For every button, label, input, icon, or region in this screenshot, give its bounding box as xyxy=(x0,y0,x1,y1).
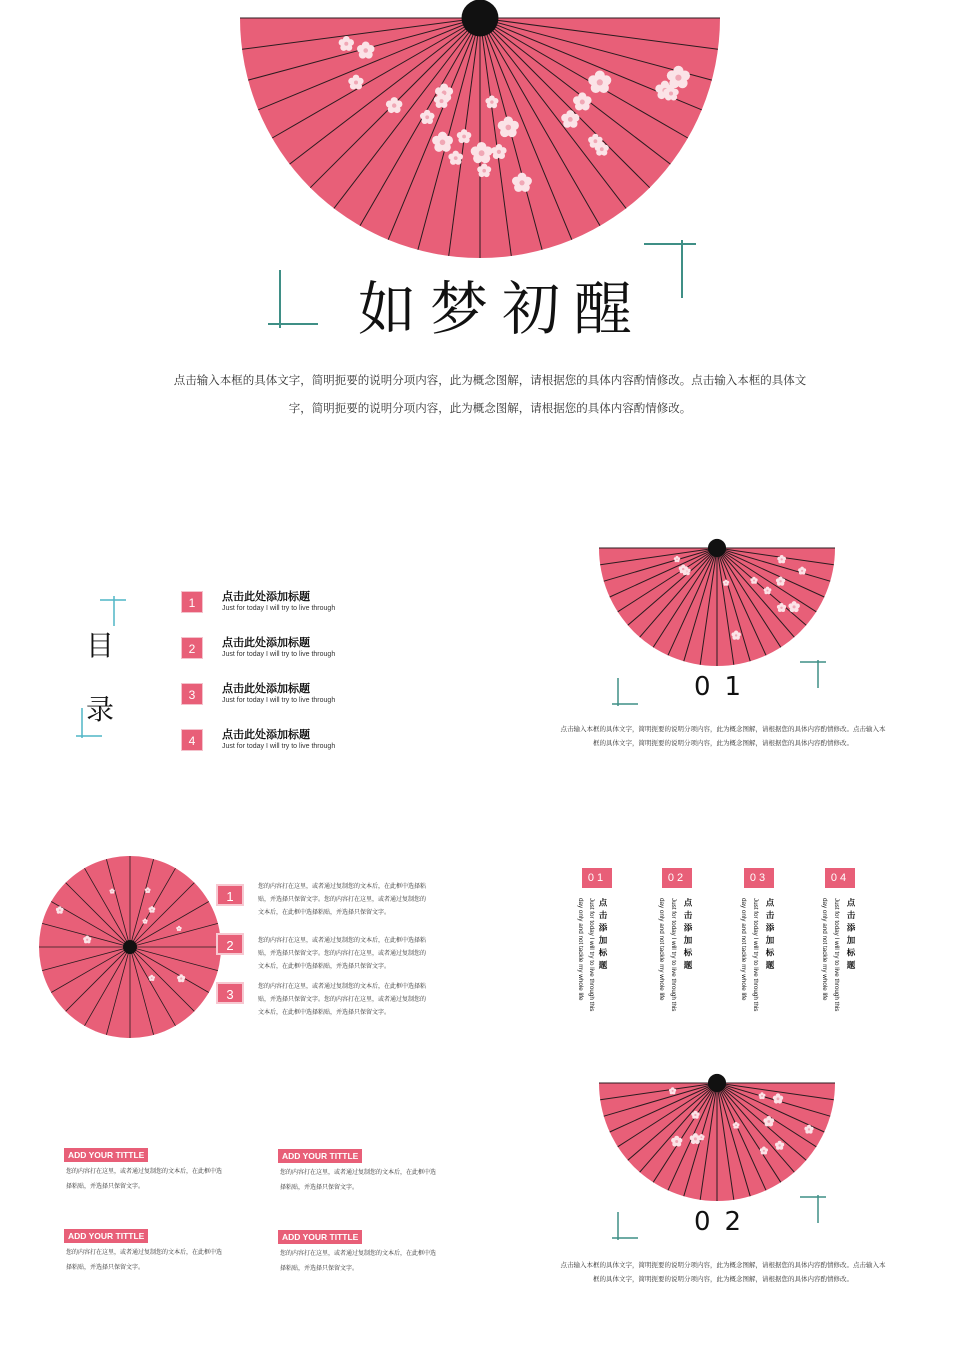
column-subtitle: day only and not tackle my whole life xyxy=(658,898,665,1001)
blossom-petal xyxy=(760,1148,764,1152)
section-number: 02 xyxy=(694,1207,756,1237)
tag-text: 您的内容打在这里，或者通过复制您的文本后，在此框中选择粘贴，并选择只保留文字。 xyxy=(280,1169,437,1191)
column-number-tag: 01 xyxy=(582,868,612,888)
cover-description: 点击输入本框的具体文字，简明扼要的说明分项内容，此为概念图解，请根据您的具体内容酌情修改。点击输入本框的具体文字，简明扼要的说明分项内容，此为概念图解，请根据您的具体内容酌情修改。 xyxy=(173,373,807,415)
column-number-tag: 04 xyxy=(825,868,855,888)
section-description: 点击输入本框的具体文字，简明扼要的说明分项内容，此为概念图解，请根据您的具体内容酌情修改。点击输入本框的具体文字，简明扼要的说明分项内容，此为概念图解，请根据您的具体内容酌情修改。 xyxy=(560,725,886,747)
list-number: 2 xyxy=(216,933,244,955)
blossom-center xyxy=(694,1137,697,1140)
blossom-petal xyxy=(759,1094,762,1097)
toc-item-title[interactable]: 点击此处添加标题 xyxy=(222,682,310,695)
list-number: 3 xyxy=(216,982,244,1004)
column-title[interactable]: 点击添加标题 xyxy=(845,898,855,973)
column-subtitle: Just for today I will try to live through this xyxy=(833,898,840,1012)
section-number: 01 xyxy=(694,672,756,702)
toc-heading: 录 xyxy=(86,693,115,726)
toc-number: 3 xyxy=(181,683,203,705)
toc-number: 1 xyxy=(181,591,203,613)
column-title[interactable]: 点击添加标题 xyxy=(764,898,774,973)
blossom-center xyxy=(735,1125,737,1127)
blossom-petal xyxy=(669,1089,672,1092)
blossom-center xyxy=(694,1114,696,1116)
tag-title[interactable]: ADD YOUR TITTLE xyxy=(278,1230,362,1244)
tag-title[interactable]: ADD YOUR TITTLE xyxy=(64,1148,148,1162)
toc-item-subtitle: Just for today I will try to live through xyxy=(222,697,336,704)
column-title[interactable]: 点击添加标题 xyxy=(597,898,607,973)
corner-bracket-icon xyxy=(610,1210,640,1242)
column-subtitle: day only and not tackle my whole life xyxy=(577,898,584,1001)
column-number-tag: 03 xyxy=(744,868,774,888)
toc-item-subtitle: Just for today I will try to live through xyxy=(222,743,336,750)
column-title[interactable]: 点击添加标题 xyxy=(682,898,692,973)
toc-item-title[interactable]: 点击此处添加标题 xyxy=(222,728,310,741)
column-subtitle: day only and not tackle my whole life xyxy=(821,898,828,1001)
list-item-text: 您的内容打在这里，或者通过复制您的文本后，在此框中选择粘贴，并选择只保留文字。您的内容打在这里，或者通过复制您的文本后，在此框中选择粘贴，并选择只保留文字。 xyxy=(258,937,427,970)
blossom-center xyxy=(767,1120,770,1123)
cover-title: 如梦初醒 xyxy=(358,275,647,343)
list-item-text: 您的内容打在这里，或者通过复制您的文本后，在此框中选择粘贴，并选择只保留文字。您的内容打在这里，或者通过复制您的文本后，在此框中选择粘贴，并选择只保留文字。 xyxy=(258,983,427,1016)
section-description: 点击输入本框的具体文字，简明扼要的说明分项内容，此为概念图解，请根据您的具体内容酌情修改。点击输入本框的具体文字，简明扼要的说明分项内容，此为概念图解，请根据您的具体内容酌情修改。 xyxy=(560,1261,886,1283)
tag-title[interactable]: ADD YOUR TITTLE xyxy=(64,1229,148,1243)
corner-bracket-icon xyxy=(798,1193,828,1225)
tag-title[interactable]: ADD YOUR TITTLE xyxy=(278,1149,362,1163)
blossom-center xyxy=(701,1136,703,1138)
column-subtitle: day only and not tackle my whole life xyxy=(740,898,747,1001)
toc-item-title[interactable]: 点击此处添加标题 xyxy=(222,636,310,649)
blossom-center xyxy=(675,1140,678,1143)
blossom-center xyxy=(808,1128,810,1130)
blossom-center xyxy=(672,1090,674,1092)
blossom-petal xyxy=(698,1135,701,1138)
toc-heading: 目 xyxy=(86,629,115,662)
list-item-text: 您的内容打在这里，或者通过复制您的文本后，在此框中选择粘贴，并选择只保留文字。您的内容打在这里，或者通过复制您的文本后，在此框中选择粘贴，并选择只保留文字。 xyxy=(258,883,427,916)
blossom-petal xyxy=(775,1143,779,1147)
umbrella-hub xyxy=(708,1074,726,1092)
toc-item-subtitle: Just for today I will try to live through xyxy=(222,605,336,612)
blossom-petal xyxy=(763,1118,768,1123)
tag-text: 您的内容打在这里，或者通过复制您的文本后，在此框中选择粘贴，并选择只保留文字。 xyxy=(66,1168,223,1190)
blossom-petal xyxy=(690,1135,695,1140)
toc-item-title[interactable]: 点击此处添加标题 xyxy=(222,590,310,603)
blossom-petal xyxy=(733,1123,736,1126)
blossom-petal xyxy=(691,1112,695,1116)
tag-text: 您的内容打在这里，或者通过复制您的文本后，在此框中选择粘贴，并选择只保留文字。 xyxy=(280,1250,437,1272)
column-subtitle: Just for today I will try to live through this xyxy=(752,898,759,1012)
blossom-petal xyxy=(804,1127,808,1131)
toc-number: 4 xyxy=(181,729,203,751)
tag-text: 您的内容打在这里，或者通过复制您的文本后，在此框中选择粘贴，并选择只保留文字。 xyxy=(66,1249,223,1271)
blossom-center xyxy=(763,1150,765,1152)
column-subtitle: Just for today I will try to live through this xyxy=(670,898,677,1012)
toc-number: 2 xyxy=(181,637,203,659)
column-number-tag: 02 xyxy=(662,868,692,888)
list-number: 1 xyxy=(216,884,244,906)
column-subtitle: Just for today I will try to live through this xyxy=(588,898,595,1012)
blossom-center xyxy=(761,1095,763,1097)
blossom-center xyxy=(778,1144,780,1146)
blossom-center xyxy=(777,1097,780,1100)
blossom-petal xyxy=(773,1096,778,1101)
toc-item-subtitle: Just for today I will try to live through xyxy=(222,651,336,658)
